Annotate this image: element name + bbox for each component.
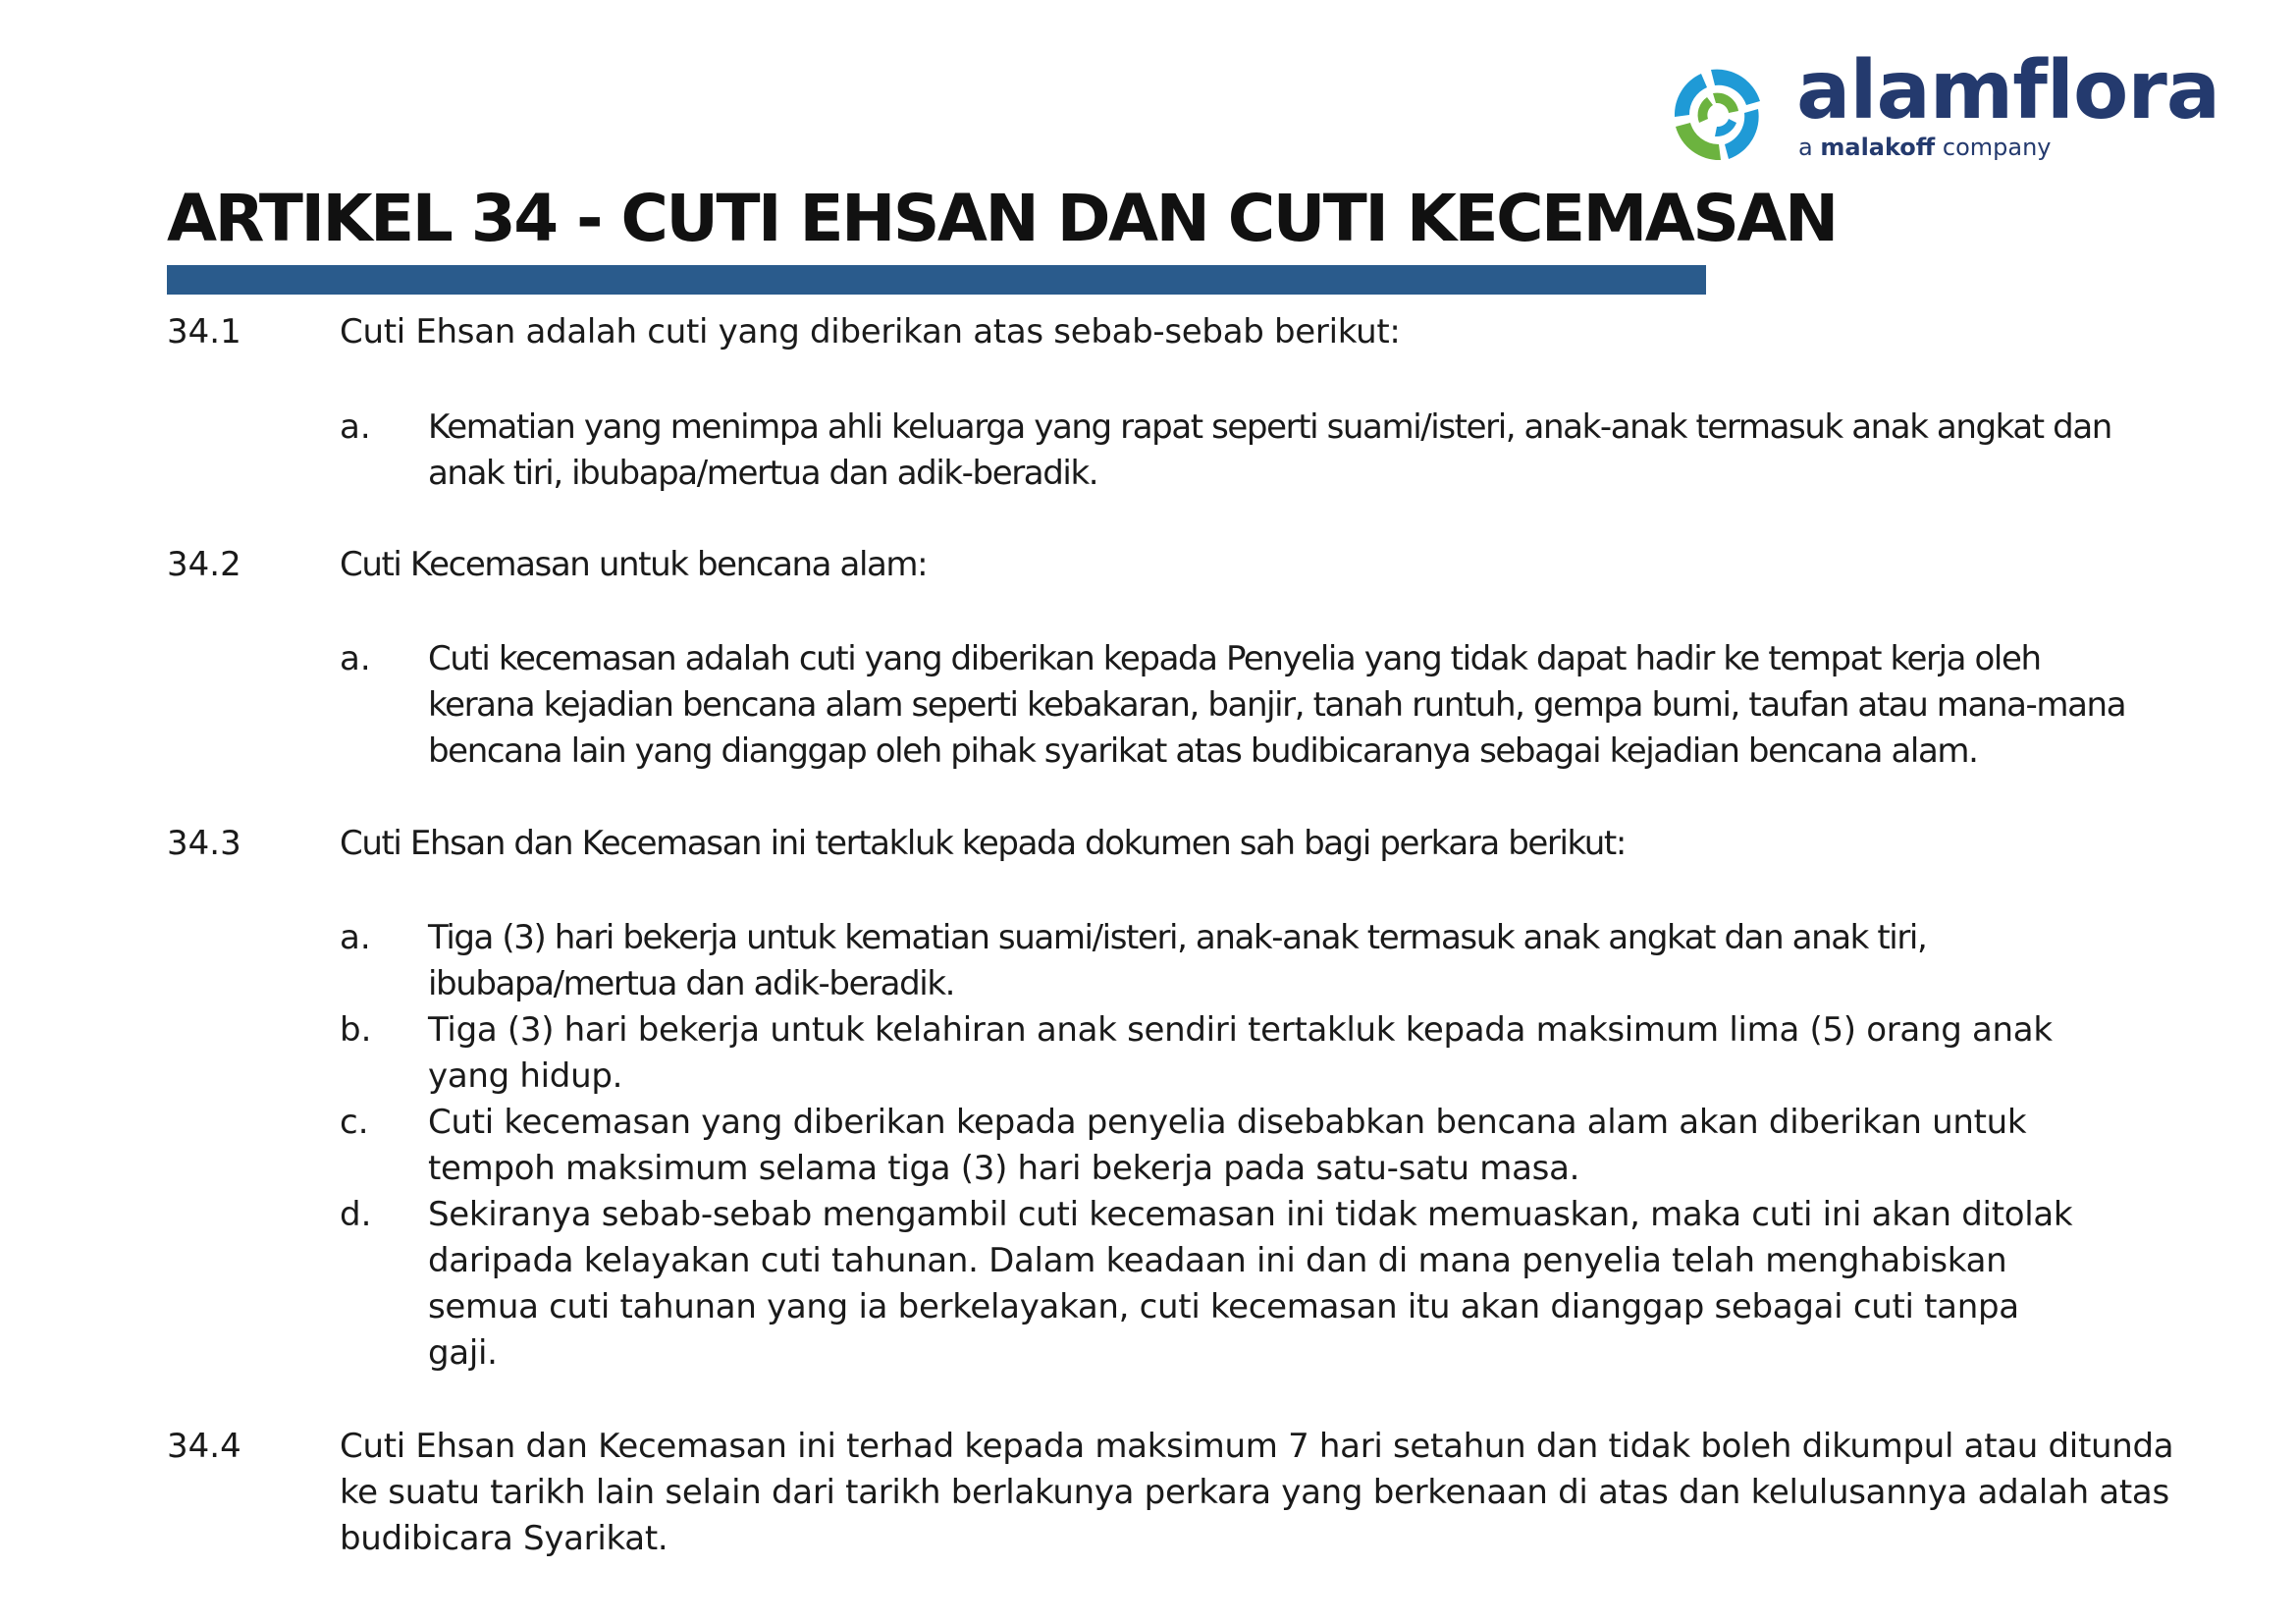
item-line: Tiga (3) hari bekerja untuk kematian suami/isteri, anak-anak termasuk anak angkat dan anak tiri, xyxy=(428,918,1927,957)
item-line: Sekiranya sebab-sebab mengambil cuti kecemasan ini tidak memuaskan, maka cuti ini akan ditolak xyxy=(428,1195,2073,1234)
section-intro: Cuti Ehsan adalah cuti yang diberikan atas sebab-sebab berikut: xyxy=(340,312,1401,352)
item-line: bencana lain yang dianggap oleh pihak syarikat atas budibicaranya sebagai kejadian bencana alam. xyxy=(428,731,1978,771)
section-intro: Cuti Ehsan dan Kecemasan ini tertakluk kepada dokumen sah bagi perkara berikut: xyxy=(340,824,1626,863)
item-line: Cuti kecemasan yang diberikan kepada penyelia disebabkan bencana alam akan diberikan untuk xyxy=(428,1103,2027,1142)
section-number: 34.3 xyxy=(167,824,241,863)
section-paragraph-line: budibicara Syarikat. xyxy=(340,1519,668,1558)
company-logo xyxy=(1661,44,2220,173)
item-line: Cuti kecemasan adalah cuti yang diberikan kepada Penyelia yang tidak dapat hadir ke tempat kerja oleh xyxy=(428,639,2041,678)
item-line: kerana kejadian bencana alam seperti kebakaran, banjir, tanah runtuh, gempa bumi, taufan atau mana-mana xyxy=(428,685,2126,725)
item-letter: d. xyxy=(340,1195,372,1234)
item-line: Tiga (3) hari bekerja untuk kelahiran anak sendiri tertakluk kepada maksimum lima (5) orang anak xyxy=(428,1010,2053,1050)
item-letter: c. xyxy=(340,1103,369,1142)
item-letter: a. xyxy=(340,407,371,447)
item-line: semua cuti tahunan yang ia berkelayakan, cuti kecemasan itu akan dianggap sebagai cuti tanpa xyxy=(428,1287,2019,1326)
item-letter: a. xyxy=(340,918,371,957)
item-letter: a. xyxy=(340,639,371,678)
item-line: tempoh maksimum selama tiga (3) hari bekerja pada satu-satu masa. xyxy=(428,1149,1580,1188)
logo-tagline-brand: malakoff xyxy=(1820,134,1936,161)
item-line: ibubapa/mertua dan adik-beradik. xyxy=(428,964,955,1003)
item-line: Kematian yang menimpa ahli keluarga yang rapat seperti suami/isteri, anak-anak termasuk anak angkat dan xyxy=(428,407,2111,447)
logo-wordmark: alamflora xyxy=(1796,44,2220,137)
item-letter: b. xyxy=(340,1010,372,1050)
item-line: gaji. xyxy=(428,1333,498,1373)
title-underline-bar xyxy=(167,265,1706,295)
page-title: ARTIKEL 34 - CUTI EHSAN DAN CUTI KECEMASAN xyxy=(167,181,1837,256)
item-line: yang hidup. xyxy=(428,1056,623,1096)
section-number: 34.2 xyxy=(167,545,241,584)
section-number: 34.1 xyxy=(167,312,241,352)
section-number: 34.4 xyxy=(167,1427,241,1466)
section-paragraph-line: ke suatu tarikh lain selain dari tarikh berlakunya perkara yang berkenaan di atas dan kelulusannya adalah atas xyxy=(340,1473,2169,1512)
item-line: anak tiri, ibubapa/mertua dan adik-beradik. xyxy=(428,454,1098,493)
logo-tagline-suffix: company xyxy=(1942,134,2052,161)
logo-tagline xyxy=(1798,135,2052,159)
item-line: daripada kelayakan cuti tahunan. Dalam keadaan ini dan di mana penyelia telah menghabiskan xyxy=(428,1241,2007,1280)
section-intro: Cuti Kecemasan untuk bencana alam: xyxy=(340,545,928,584)
swirl-icon xyxy=(1661,57,1777,173)
logo-tagline-prefix: a xyxy=(1798,134,1813,161)
section-paragraph-line: Cuti Ehsan dan Kecemasan ini terhad kepada maksimum 7 hari setahun dan tidak boleh dikumpul atau ditunda xyxy=(340,1427,2174,1466)
